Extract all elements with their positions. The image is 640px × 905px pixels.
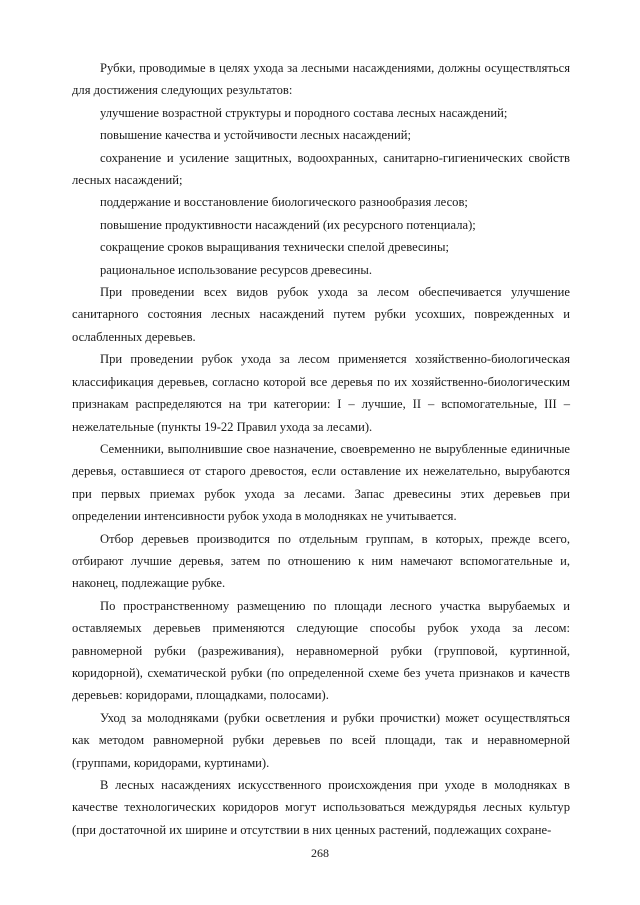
document-body	[72, 57, 570, 841]
paragraph: При проведении рубок ухода за лесом применяется хозяйственно-биологическая классификация деревьев, согласно которой все деревья по их хозяйственно-биологическим признакам распределяются на три категории: I – лучшие, II – вспомогательные, III – нежелательные (пункты 19-22 Правил ухода за лесами).	[72, 352, 570, 434]
page-number: 268	[311, 846, 329, 860]
paragraph: поддержание и восстановление биологического разнообразия лесов;	[100, 195, 468, 210]
paragraph: В лесных насаждениях искусственного происхождения при уходе в молодняках в качестве технологических коридоров могут использоваться междурядья лесных культур (при достаточной их ширине и отсутствии в них ценных растений, подлежащих сохране-	[72, 778, 570, 837]
paragraph: повышение качества и устойчивости лесных насаждений;	[100, 128, 411, 143]
paragraph: повышение продуктивности насаждений (их ресурсного потенциала);	[100, 217, 476, 232]
paragraph: сохранение и усиление защитных, водоохранных, санитарно-гигиенических свойств лесных насаждений;	[72, 150, 570, 188]
paragraph: сокращение сроков выращивания технически спелой древесины;	[100, 240, 449, 255]
paragraph: По пространственному размещению по площади лесного участка вырубаемых и оставляемых деревьев применяются следующие способы рубок ухода за лесом: равномерной рубки (разреживания), неравномерной рубки (групповой, куртинной, коридорной), схематической рубки (по определенной схеме без учета признаков и качеств деревьев: коридорами, площадками, полосами).	[72, 598, 570, 703]
paragraph: рациональное использование ресурсов древесины.	[100, 262, 373, 277]
paragraph: Семенники, выполнившие свое назначение, своевременно не вырубленные единичные деревья, оставшиеся от старого древостоя, если оставление их нежелательно, вырубаются при первых приемах рубок ухода за лесами. Запас древесины этих деревьев при определении интенсивности рубок ухода в молодняках не учитывается.	[72, 441, 570, 524]
paragraph: Отбор деревьев производится по отдельным группам, в которых, прежде всего, отбирают лучшие деревья, затем по отношению к ним намечают вспомогательные и, наконец, подлежащие рубке.	[72, 531, 570, 591]
paragraph: Уход за молодняками (рубки осветления и рубки прочистки) может осуществляться как методом равномерной рубки деревьев по всей площади, так и неравномерной (группами, коридорами, куртинами).	[72, 710, 570, 770]
paragraph: Рубки, проводимые в целях ухода за лесными насаждениями, должны осуществляться для достижения следующих результатов:	[72, 61, 570, 98]
paragraph: При проведении всех видов рубок ухода за лесом обеспечивается улучшение санитарного состояния лесных насаждений путем рубки усохших, поврежденных и ослабленных деревьев.	[72, 285, 570, 344]
paragraph: улучшение возрастной структуры и породного состава лесных насаждений;	[100, 105, 508, 120]
